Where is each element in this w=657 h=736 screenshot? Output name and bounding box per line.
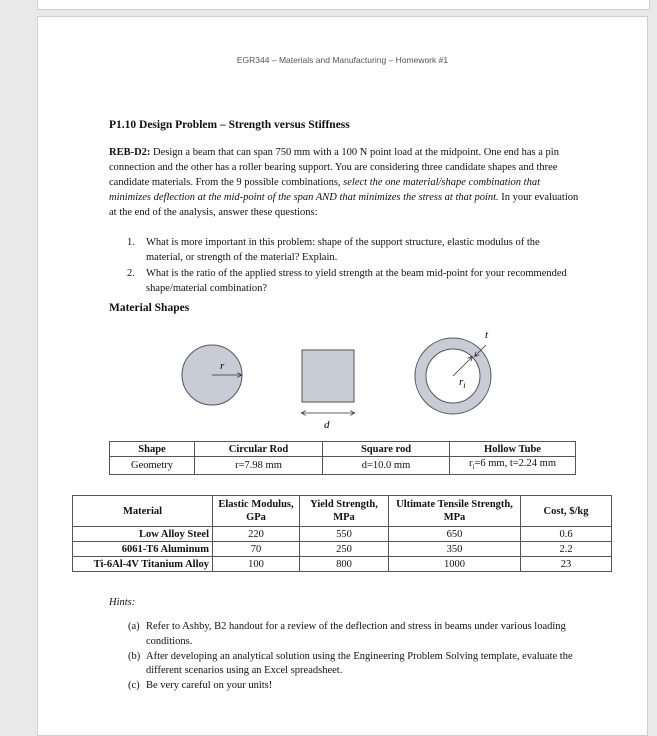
materials-header-row	[73, 496, 612, 527]
header-cell: Circular Rod	[195, 442, 323, 457]
question-number: 1.	[127, 237, 135, 248]
header-yield: Yield Strength, MPa	[300, 496, 389, 527]
hint-letter: (c)	[128, 680, 140, 691]
material-row	[73, 557, 612, 572]
document-page	[37, 16, 648, 736]
header-ultimate: Ultimate Tensile Strength, MPa	[389, 496, 521, 527]
header-material: Material	[73, 496, 213, 527]
value-cell: $r_i=6$ mm, t=2.24 mm	[450, 457, 576, 475]
value-cell: r=7.98 mm	[195, 457, 323, 475]
material-name: 6061-T6 Aluminum	[73, 542, 213, 557]
material-cost: 0.6	[521, 527, 612, 542]
material-ultimate: 350	[389, 542, 521, 557]
hint-letter: (a)	[128, 621, 140, 632]
hints-heading: Hints:	[109, 597, 136, 608]
problem-tail: In your evaluation at the end of the analysis, answer these questions:	[109, 192, 579, 218]
previous-page-edge	[37, 0, 650, 10]
material-yield: 550	[300, 527, 389, 542]
material-cost: 23	[521, 557, 612, 572]
question-list	[109, 235, 579, 297]
inner-radius-label: $r_i$	[459, 376, 466, 390]
hint-text: After developing an analytical solution using the Engineering Problem Solving template, evaluate the different scenarios using an Excel spreadsheet.	[146, 650, 573, 676]
question-text: What is more important in this problem: shape of the support structure, elastic modulus of the material, or strength of the material? Explain.	[146, 237, 540, 263]
question-text: What is the ratio of the applied stress to yield strength at the beam mid-point for your recommended shape/material combination?	[146, 268, 567, 294]
geometry-header-row	[110, 442, 576, 457]
material-row	[73, 527, 612, 542]
material-row	[73, 542, 612, 557]
material-elastic: 220	[213, 527, 300, 542]
geometry-table	[109, 441, 576, 475]
page-header: EGR344 – Materials and Manufacturing – Homework #1	[236, 55, 449, 65]
header-cell: Hollow Tube	[450, 442, 576, 457]
question-number: 2.	[127, 268, 135, 279]
material-ultimate: 1000	[389, 557, 521, 572]
material-yield: 800	[300, 557, 389, 572]
width-label: d	[324, 419, 330, 431]
shapes-diagram	[168, 325, 498, 435]
hint-text: Refer to Ashby, B2 handout for a review of the deflection and stress in beams under various loading conditions.	[146, 621, 566, 647]
row-label-cell: Geometry	[110, 457, 195, 475]
header-cost: Cost, $/kg	[521, 496, 612, 527]
problem-code: REB-D2:	[109, 147, 151, 158]
hint-letter: (b)	[128, 650, 141, 662]
problem-title: P1.10 Design Problem – Strength versus Stiffness	[109, 119, 350, 131]
value-cell: d=10.0 mm	[323, 457, 450, 475]
material-elastic: 70	[213, 542, 300, 557]
hint-item	[128, 620, 588, 649]
material-ultimate: 650	[389, 527, 521, 542]
material-cost: 2.2	[521, 542, 612, 557]
square-rod-shape	[302, 350, 354, 402]
radius-label: r	[220, 360, 225, 372]
problem-statement	[109, 145, 579, 220]
question-item	[109, 266, 579, 296]
hints-list	[128, 620, 588, 694]
thickness-label: t	[485, 329, 489, 341]
material-elastic: 100	[213, 557, 300, 572]
question-item	[109, 235, 579, 265]
problem-emphasis: select the one material/shape combination that minimizes deflection at the mid-point of the span AND that minimizes the stress at that point.	[109, 177, 541, 203]
materials-table	[72, 495, 612, 572]
header-elastic: Elastic Modulus, GPa	[213, 496, 300, 527]
hint-text: Be very careful on your units!	[146, 680, 273, 691]
material-yield: 250	[300, 542, 389, 557]
header-cell: Shape	[110, 442, 195, 457]
material-name: Low Alloy Steel	[73, 527, 213, 542]
hint-item	[128, 650, 588, 679]
hint-item	[128, 679, 588, 694]
shapes-heading: Material Shapes	[109, 302, 190, 314]
material-name: Ti-6Al-4V Titanium Alloy	[73, 557, 213, 572]
problem-intro: Design a beam that can span 750 mm with a 100 N point load at the midpoint. One end has a pin connection and the other has a roller bearing support. You are considering three candidate shapes and three candidate materials. From the 9 possible combinations,	[109, 147, 559, 188]
geometry-row	[110, 457, 576, 475]
header-cell: Square rod	[323, 442, 450, 457]
